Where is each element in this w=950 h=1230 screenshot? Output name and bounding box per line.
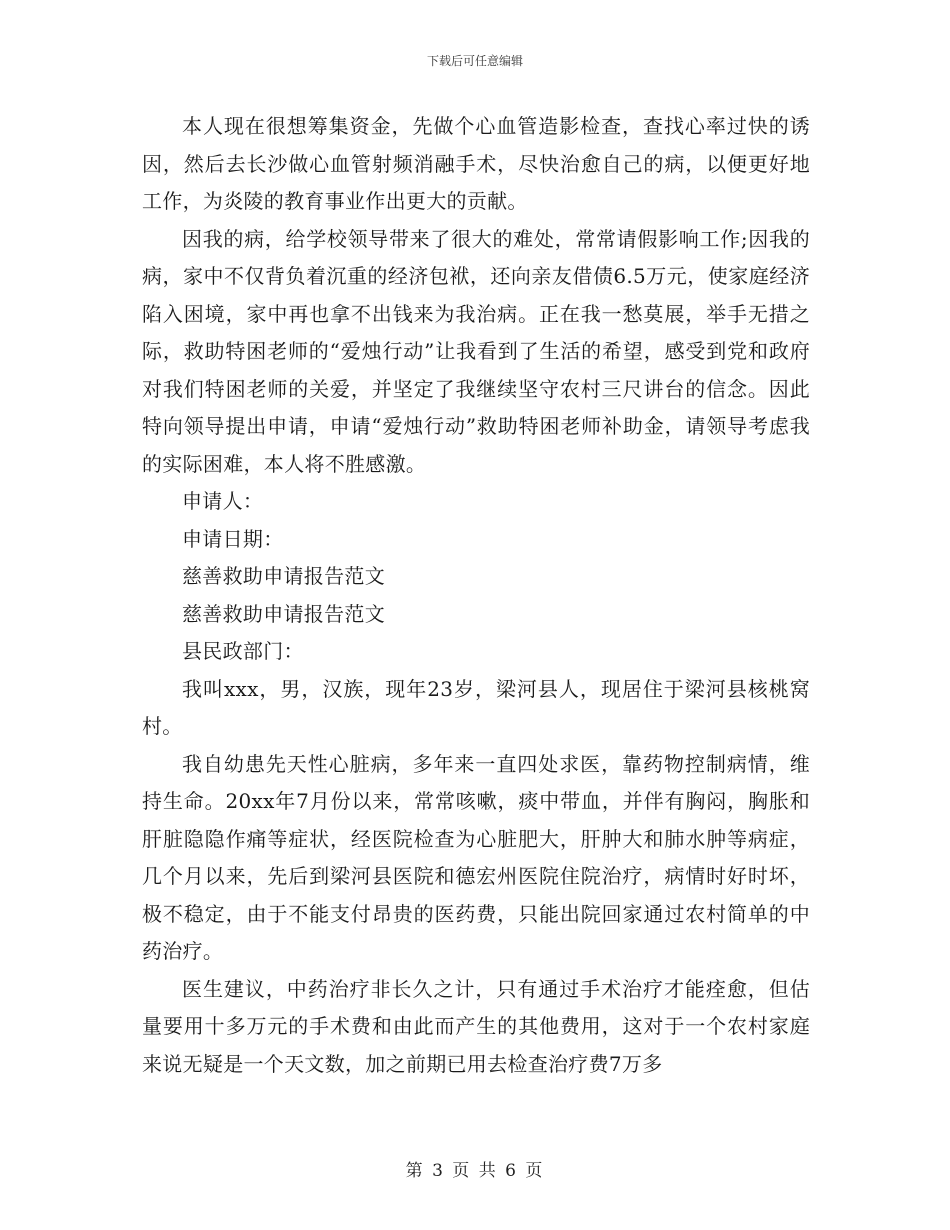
paragraph-fundraising-plan: 本人现在很想筹集资金，先做个心血管造影检查，查找心率过快的诱因，然后去长沙做心血管射频消融手术，尽快治愈自己的病，以便更好地工作，为炎陵的教育事业作出更大的贡献。: [142, 114, 810, 213]
paragraph-applicant: 申请人：: [182, 489, 264, 513]
page-header-note: 下载后可任意编辑: [426, 54, 523, 68]
paragraph-addressee: 县民政部门：: [182, 639, 304, 663]
document-body: [142, 108, 810, 1083]
paragraph-section-title-repeat: 慈善救助申请报告范文: [182, 601, 385, 626]
paragraph-medical-history: 我自幼患先天性心脏病，多年来一直四处求医，靠药物控制病情，维持生命。20xx年7月份以来，常常咳嗽，痰中带血，并伴有胸闷，胸胀和肝脏隐隐作痛等症状，经医院检查为心脏肥大，肝肿大和肺水肿等病症，几个月以来，先后到梁河县医院和德宏州医院住院治疗，病情时好时坏，极不稳定，由于不能支付昂贵的医药费，只能出院回家通过农村简单的中药治疗。: [142, 751, 810, 963]
page-number-footer: 第 3 页 共 6 页: [405, 1161, 545, 1181]
paragraph-doctor-advice: 医生建议，中药治疗非长久之计，只有通过手术治疗才能痊愈，但估量要用十多万元的手术费和由此而产生的其他费用，这对于一个农村家庭来说无疑是一个天文数，加之前期已用去检查治疗费7万多: [142, 976, 810, 1076]
paragraph-self-intro: 我叫xxx，男，汉族，现年23岁，梁河县人，现居住于梁河县核桃窝村。: [142, 676, 810, 738]
paragraph-hardship: 因我的病，给学校领导带来了很大的难处，常常请假影响工作;因我的病，家中不仅背负着沉重的经济包袱，还向亲友借债6.5万元，使家庭经济陷入困境，家中再也拿不出钱来为我治病。正在我一愁莫展，举手无措之际，救助特困老师的“爱烛行动”让我看到了生活的希望，感受到党和政府对我们特困老师的关爱，并坚定了我继续坚守农村三尺讲台的信念。因此特向领导提出申请，申请“爱烛行动”救助特困老师补助金，请领导考虑我的实际困难，本人将不胜感激。: [142, 226, 810, 476]
paragraph-application-date: 申请日期：: [182, 526, 284, 551]
paragraph-section-title: 慈善救助申请报告范文: [182, 564, 385, 588]
